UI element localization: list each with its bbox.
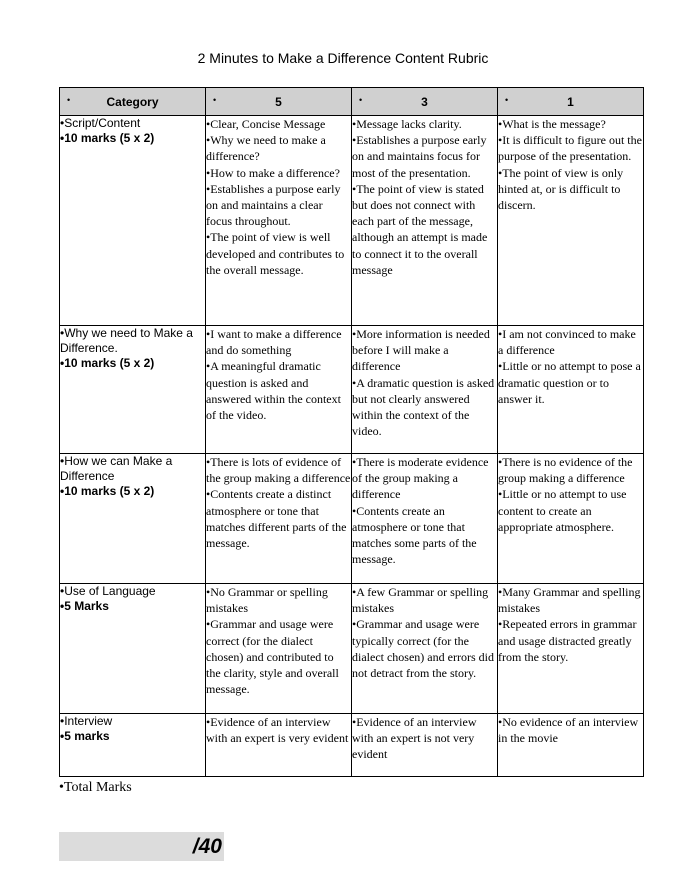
criterion-line: •Establishes a purpose early on and maintains a clear focus throughout. (206, 181, 341, 229)
criterion-line: •Little or no attempt to pose a dramatic question or to answer it. (498, 359, 641, 406)
criterion-line: •A few Grammar or spelling mistakes (352, 585, 489, 616)
score-3-cell (352, 454, 498, 584)
category-cell (60, 584, 206, 714)
header-score-3: • 3 (352, 88, 498, 116)
total-score-box: /40 (59, 832, 224, 861)
category-marks: •5 Marks (60, 599, 109, 613)
rubric-row-why-make-difference (60, 326, 644, 454)
score-5-cell (206, 714, 352, 777)
criterion-line: •Repeated errors in grammar and usage distracted greatly from the story. (498, 617, 637, 664)
category-cell (60, 454, 206, 584)
header-score-1: • 1 (498, 88, 644, 116)
header-bullet: • (359, 95, 363, 105)
criterion-line: •What is the message? (498, 117, 606, 131)
criterion-line: •Little or no attempt to use content to create an appropriate atmosphere. (498, 487, 627, 534)
category-marks: •5 marks (60, 729, 110, 743)
criterion-line: •There is lots of evidence of the group making a difference (206, 455, 351, 486)
score-1-cell (498, 326, 644, 454)
category-cell (60, 326, 206, 454)
criterion-line: •Clear, Concise Message (206, 117, 326, 131)
header-score-5: • 5 (206, 88, 352, 116)
rubric-table (59, 87, 644, 777)
score-5-cell (206, 116, 352, 326)
criterion-line: •No evidence of an interview in the movie (498, 715, 639, 746)
page-title: 2 Minutes to Make a Difference Content Rubric (197, 50, 489, 66)
criterion-line: •No Grammar or spelling mistakes (206, 585, 328, 616)
criterion-line: •Message lacks clarity. (352, 117, 462, 131)
criterion-line: •It is difficult to figure out the purpose of the presentation. (498, 133, 642, 164)
criterion-line: •Why we need to make a difference? (206, 133, 326, 164)
category-label: •Script/Content (60, 116, 141, 130)
criterion-line: •Grammar and usage were correct (for the dialect chosen) and contributed to the clarity, style and overall message. (206, 617, 339, 697)
score-3-cell (352, 326, 498, 454)
criterion-line: •I want to make a difference and do something (206, 327, 342, 358)
rubric-row-interview (60, 714, 644, 777)
score-5-cell (206, 454, 352, 584)
criterion-line: •A meaningful dramatic question is asked and answered within the context of the video. (206, 359, 341, 423)
criterion-line: •Evidence of an interview with an expert is not very evident (352, 715, 477, 762)
criterion-line: •Contents create an atmosphere or tone that matches some parts of the message. (352, 503, 477, 567)
rubric-row-script-content (60, 116, 644, 326)
header-category: • Category (60, 88, 206, 116)
category-label: •Use of Language (60, 584, 156, 598)
criterion-line: •Grammar and usage were typically correct (for the dialect chosen) and errors did not detract from the story. (352, 617, 494, 681)
category-label: •How we can Make a Difference (60, 454, 173, 483)
score-3-cell (352, 116, 498, 326)
category-marks: •10 marks (5 x 2) (60, 484, 155, 498)
header-bullet: • (213, 95, 217, 105)
score-3-cell (352, 714, 498, 777)
score-3-cell (352, 584, 498, 714)
criterion-line: •There is no evidence of the group making a difference (498, 455, 633, 486)
score-1-cell (498, 116, 644, 326)
criterion-line: •How to make a difference? (206, 165, 340, 180)
category-label: •Why we need to Make a Difference. (60, 326, 193, 355)
rubric-row-how-make-difference (60, 454, 644, 584)
rubric-row-use-of-language (60, 584, 644, 714)
category-cell (60, 714, 206, 777)
score-1-cell (498, 714, 644, 777)
score-5-cell (206, 584, 352, 714)
score-5-cell (206, 326, 352, 454)
header-row (60, 88, 644, 116)
category-marks: •10 marks (5 x 2) (60, 131, 155, 145)
criterion-line: •Many Grammar and spelling mistakes (498, 585, 641, 616)
criterion-line: •There is moderate evidence of the group making a difference (352, 455, 489, 502)
criterion-line: •More information is needed before I will make a difference (352, 327, 490, 374)
category-label: •Interview (60, 714, 113, 728)
criterion-line: •A dramatic question is asked but not clearly answered within the context of the video. (352, 375, 495, 439)
criterion-line: •The point of view is only hinted at, or is difficult to discern. (498, 165, 624, 213)
criterion-line: •I am not convinced to make a difference (498, 327, 636, 358)
header-bullet: • (505, 95, 509, 105)
category-marks: •10 marks (5 x 2) (60, 356, 155, 370)
score-1-cell (498, 454, 644, 584)
criterion-line: •Evidence of an interview with an expert is very evident (206, 715, 349, 746)
criterion-line: •Contents create a distinct atmosphere or tone that matches different parts of the message. (206, 487, 347, 551)
criterion-line: •Establishes a purpose early on and maintains focus for most of the presentation. (352, 133, 487, 180)
header-bullet: • (67, 95, 71, 105)
category-cell (60, 116, 206, 326)
criterion-line: •The point of view is stated but does not connect with each part of the message, although an attempt is made to connect it to the overall message (352, 181, 488, 277)
total-marks-label: •Total Marks (59, 780, 132, 795)
score-1-cell (498, 584, 644, 714)
criterion-line: •The point of view is well developed and contributes to the overall message. (206, 230, 345, 277)
